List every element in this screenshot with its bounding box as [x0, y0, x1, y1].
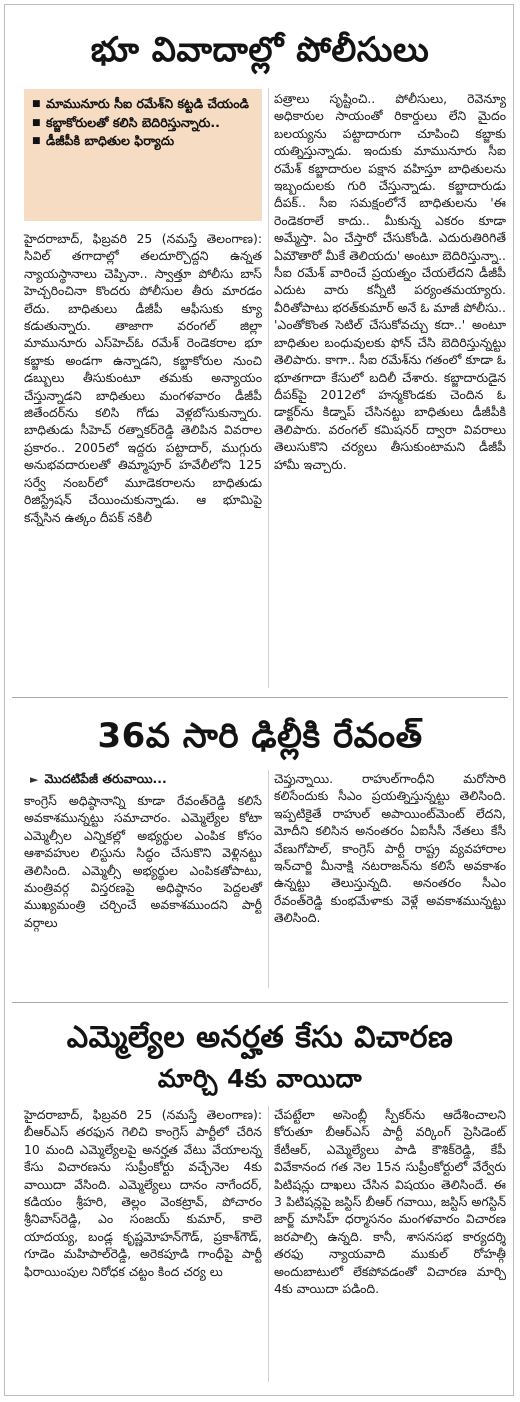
- column-divider: [268, 88, 269, 688]
- article2-left-text: కాంగ్రెస్ అధిష్ఠానాన్ని కూడా రేవంత్‌రెడ్డి కలిసే అవకాశమున్నట్టు సమాచారం. ఎమ్మెల్యేల కోటా ఎమ్మెల్సీల ఎన్నికల్లో అభ్యర్థుల ఎంపిక కోసం ఆశావహుల లిస్టును సిద్ధం చేసుకొని వెళ్లినట్టు తెలిసింది. ఎమ్మెల్సీ అభ్యర్థుల ఎంపికతోపాటు, మంత్రివర్గ విస్తరణపై అధిష్ఠానం పెద్దలతో ముఖ్యమంత్రి చర్చించే అవకాశముందని పార్టీ వర్గాలు: [24, 793, 262, 930]
- arrow-icon: ►: [30, 773, 39, 786]
- article2-right-column: [274, 770, 506, 927]
- article3-right-text: చేపట్టేలా అసెంబ్లీ స్పీకర్‌ను ఆదేశించాలని కోరుతూ బీఆర్ఎస్ పార్టీ వర్కింగ్ ప్రెసిడెంట్ కేటీఆర్, ఎమ్మెల్యేలు పాడి కౌశిక్‌రెడ్డి, కేపీ వివేకానంద గత నెల 15న సుప్రీంకోర్టులో వేర్వేరు పిటిషన్లు దాఖలు చేసిన విషయం తెలిసిందే. ఈ 3 పిటిషన్లపై జస్టిస్ బీఆర్ గవాయి, జస్టిస్ అగస్టిన్ జార్జ్ మాసిహ్ ధర్మాసనం మంగళవారం విచారణ జరపాల్సి ఉన్నది. కానీ, శాసనసభ కార్యదర్శి తరఫు న్యాయవాది ముకుల్ రోహత్గీ అందుబాటులో లేకపోవడంతో విచారణ మార్చి 4కు వాయిదా పడింది.: [274, 1107, 506, 1297]
- article1-headline: భూ వివాదాల్లో పోలీసులు: [90, 30, 430, 70]
- article3-left-text: హైదరాబాద్, ఫిబ్రవరి 25 (నమస్తే తెలంగాణ): బీఆర్ఎస్ తరఫున గెలిచి కాంగ్రెస్ పార్టీలో చేరిన 10 మంది ఎమ్మెల్యేలపై అనర్హత వేటు వేయాలన్న కేసు విచారణను సుప్రీంకోర్టు వచ్చేనెల 4కు వాయిదా వేసింది. ఎమ్మెల్యేలు దానం నాగేందర్, కడియం శ్రీహరి, తెల్లం వెంకట్రావ్, పోచారం శ్రీనివాస్‌రెడ్డి, ఎం సంజయ్ కుమార్, కాలె యాదయ్య, బండ్ల కృష్ణమోహన్‌గౌడ్, ప్రకాశ్‌గౌడ్, గూడెం మహిపాల్‌రెడ్డి, అరెకపూడి గాంధీపై పార్టీ ఫిరాయింపుల నిరోధక చట్టం కింద చర్య లు: [24, 1107, 262, 1279]
- section-divider: [12, 1002, 508, 1003]
- highlights-box: [24, 89, 262, 221]
- highlight-item: ■ కబ్జాకోరులతో కలిసి బెదిరిస్తున్నారు..: [32, 114, 254, 133]
- column-divider: [268, 1106, 269, 1382]
- highlight-item: ■ డీజీపీకి బాధితుల ఫిర్యాదు: [32, 132, 254, 151]
- article2-left-column: [24, 792, 262, 931]
- column-divider: [268, 770, 269, 988]
- article1-left-column: [24, 230, 262, 526]
- article2-headline: 36వ సారి ఢిల్లీకి రేవంత్: [97, 716, 423, 756]
- continuation-tag-text: మొదటిపేజీ తరువాయి...: [44, 771, 167, 786]
- article1-right-column: [274, 90, 506, 473]
- article1-right-text: పత్రాలు సృష్టించి.. పోలీసులు, రెవెన్యూ అధికారుల సాయంతో రికార్డులు లేని మైదం బలయ్యను పట్టాదారుగా చూపించి కబ్జాకు యత్నిస్తున్నాడు. ఇందుకు మామునూరు సీఐ రమేశ్ కబ్జాదారుల పక్షాన వహిస్తూ బాధితులను ఇబ్బందులకు గురి చేస్తున్నాడు. కబ్జాదారుడు దీపక్.. సీఐ సమక్షంలోనే బాధితులను 'ఈ రెండెకరాలే కాదు.. మీకున్న ఎకరం కూడా అమ్మేస్తా. ఏం చేస్తారో చేసుకోండి. ఎదురుతిరిగితే ఏమౌతారో మీకే తెలియదు' అంటూ బెదిరిస్తున్నా.. సీఐ రమేశ్ వారించే ప్రయత్నం చేయలేదని డీజీపీ ఎదుట వారు కన్నీటి పర్యంతమయ్యారు. వీరితోపాటు భరత్‌కుమార్ అనే ఓ మాజీ పోలీసు.. 'ఎంతోకొంత సెటిల్ చేసుకోవచ్చు కదా..' అంటూ బాధితుల బంధువులకు ఫోన్ చేసి బెదిరిస్తున్నట్టు తెలిపారు. కాగా.. సీఐ రమేశ్‌ను గతంలో కూడా ఓ భూతగాదా కేసులో బదిలీ చేశారు. కబ్జాదారుడైన దీపక్‌పై 2012లో హన్మకొండకు చెందిన ఓ డాక్టర్‌ను కిడ్నాప్ చేసినట్టు బాధితులు డీజీపీకి తెలిపారు. వరంగల్ కమిషనర్ ద్వారా వివరాలు తెలుసుకొని చర్యలు తీసుకుంటామని డీజీపీ హామీ ఇచ్చారు.: [274, 91, 506, 472]
- article3-subheadline: మార్చి 4కు వాయిదా: [157, 1064, 363, 1093]
- article3-right-column: [274, 1106, 506, 1297]
- article3-left-column: [24, 1106, 262, 1280]
- article3-headline: ఎమ్మెల్యేల అనర్హత కేసు విచారణ: [66, 1020, 454, 1055]
- article1-left-text: హైదరాబాద్, ఫిబ్రవరి 25 (నమస్తే తెలంగాణ): సివిల్ తగాదాల్లో తలదూర్చొద్దని ఉన్నత న్యాయస్థానాలు చెప్పినా.. స్వాత్తూ పోలీసు బాస్ హెచ్చరించినా కొందరు పోలీసుల తీరు మారడం లేదు. బాధితులు డీజీపీ ఆఫీసుకు క్యూ కడుతున్నారు. తాజాగా వరంగల్ జిల్లా మామునూరు ఎస్‌హెచ్ఓ రమేశ్ రెండెకరాల భూ కబ్జాకు అండగా ఉన్నాడని, కబ్జాకోరుల నుంచి డబ్బులు తీసుకుంటూ తమకు అన్యాయం చేస్తున్నాడని బాధితులు మంగళవారం డీజీపీ జితేందర్‌ను కలిసి గోడు వెళ్లబోసుకున్నారు. బాధితుడు సీహెచ్ రత్నాకర్‌రెడ్డి తెలిపిన వివరాల ప్రకారం.. 2005లో ఇద్దరు పట్టాదార్, ముగ్గురు అనుభవదారులతో తిమ్మాపూర్ హవేలీలోని 125 సర్వే నంబర్‌లో మూడెకరాలను బాధితుడు రిజిస్ట్రేషన్ చేయించుకున్నాడు. ఆ భూమిపై కన్నేసిన ఉత్కం దీపక్ నకిలీ: [24, 231, 262, 525]
- continuation-tag: [30, 770, 167, 788]
- section-divider: [12, 697, 508, 698]
- highlight-item: ■ మామునూరు సీఐ రమేశ్‌ని కట్టడి చేయండి: [32, 95, 254, 114]
- article2-right-text: చెప్తున్నాయి. రాహుల్‌గాంధీని మరోసారి కలిసేందుకు సీఎం ప్రయత్నిస్తున్నట్టు తెలిసింది. ఇప్పటికైతే రాహుల్ అపాయింట్‌మెంట్ లేదని, మోదీని కలిసిన అనంతరం ఏఐసీసీ నేతలు కేసీ వేణుగోపాల్, కాంగ్రెస్ పార్టీ రాష్ట్ర వ్యవహారాల ఇన్‌చార్జి మీనాక్షి నటరాజన్‌ను కలిసే అవకాశం ఉన్నట్టు తెలుస్తున్నది. అనంతరం సీఎం రేవంత్‌రెడ్డి కుంభమేళాకు వెళ్లే అవకాశమున్నట్టు తెలిసింది.: [274, 771, 506, 926]
